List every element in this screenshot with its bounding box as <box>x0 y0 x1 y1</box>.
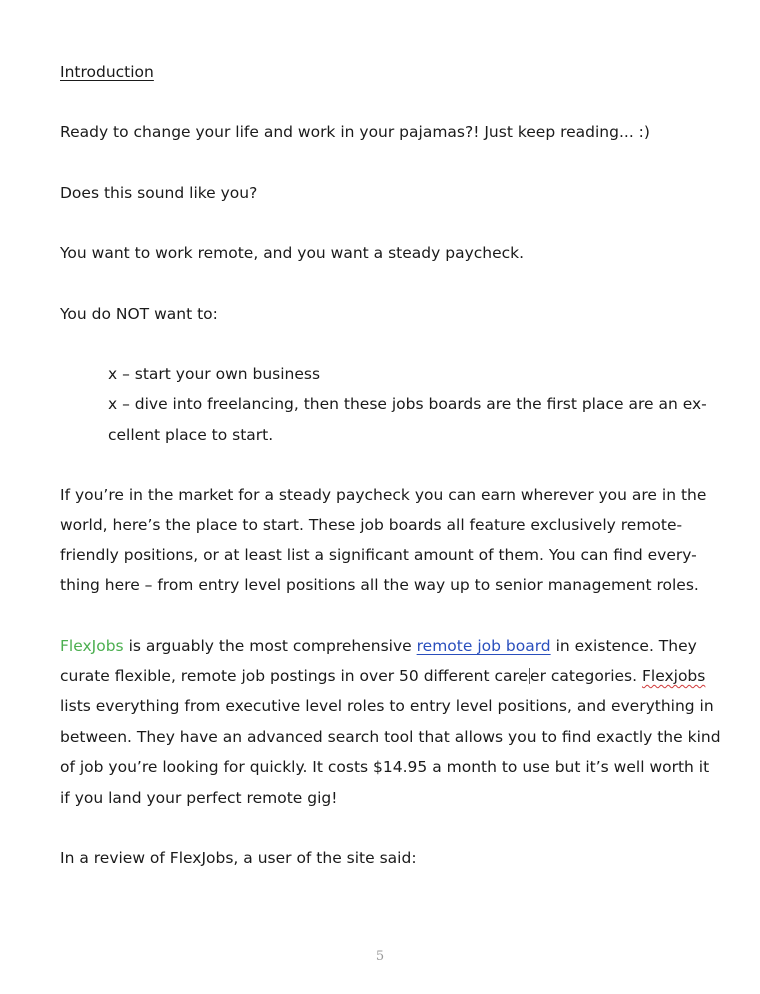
section-heading: Introduction <box>60 63 154 81</box>
paragraph-line: lists everything from executive level roles to entry level positions, and everything in <box>60 697 714 715</box>
flexjobs-paragraph-line <box>60 666 705 686</box>
paragraph-line: thing here – from entry level positions all the way up to senior management roles. <box>60 576 699 594</box>
misspelled-word[interactable]: Flexjobs <box>641 667 706 685</box>
remote-job-board-link[interactable]: remote job board <box>416 637 551 655</box>
text-segment: in existence. They <box>550 637 697 655</box>
review-intro-text: In a review of FlexJobs, a user of the site said: <box>60 849 417 867</box>
list-item: x – dive into freelancing, then these jobs boards are the first place are an ex- <box>108 395 707 413</box>
want-text: You want to work remote, and you want a steady paycheck. <box>60 244 525 262</box>
list-item-continuation: cellent place to start. <box>108 426 274 444</box>
paragraph-line: world, here’s the place to start. These job boards all feature exclusively remote- <box>60 516 683 534</box>
text-segment: curate flexible, remote job postings in over 50 different care <box>60 667 529 685</box>
paragraph-line: friendly positions, or at least list a significant amount of them. You can find every- <box>60 546 697 564</box>
not-want-text: You do NOT want to: <box>60 305 218 323</box>
paragraph-line: If you’re in the market for a steady paycheck you can earn wherever you are in the <box>60 486 707 504</box>
intro-text: Ready to change your life and work in your pajamas?! Just keep reading... :) <box>60 123 650 141</box>
question-text: Does this sound like you? <box>60 184 258 202</box>
paragraph-line: if you land your perfect remote gig! <box>60 789 338 807</box>
page-number: 5 <box>375 949 385 964</box>
paragraph-line: of job you’re looking for quickly. It costs $14.95 a month to use but it’s well worth it <box>60 758 710 776</box>
text-segment: er categories. <box>530 667 642 685</box>
paragraph-line: between. They have an advanced search tool that allows you to find exactly the kind <box>60 728 721 746</box>
flexjobs-brand: FlexJobs <box>60 637 124 655</box>
list-item: x – start your own business <box>108 365 321 383</box>
text-segment: is arguably the most comprehensive <box>123 637 417 655</box>
flexjobs-paragraph-line <box>60 636 697 656</box>
